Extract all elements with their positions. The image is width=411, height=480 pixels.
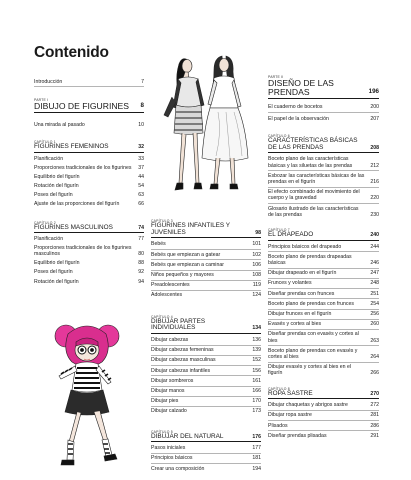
toc-entry[interactable]: Dibujar cabezas 136: [151, 337, 261, 346]
girl-pink-hair-illustration: [46, 322, 138, 477]
chapter-7-heading[interactable]: CAPÍTULO 7 EL DRAPEADO 240: [268, 228, 379, 241]
toc-entry[interactable]: Dibujar evasés y cortes al bies en el figurín 266: [268, 364, 379, 377]
part-1-heading[interactable]: PARTE I DIBUJO DE FIGURINES 8: [34, 98, 144, 112]
toc-entry[interactable]: Bebés que empiezan a gatear 102: [151, 252, 261, 261]
toc-entry[interactable]: Frunces y volantes 248: [268, 280, 379, 289]
toc-entry[interactable]: Glosario ilustrado de las características de las prendas 230: [268, 205, 379, 218]
chapter-3-heading[interactable]: CAPÍTULO 3 FIGURINES INFANTILES Y JUVENILES 98: [151, 219, 261, 238]
toc-entry-introduccion[interactable]: Introducción 7: [34, 79, 144, 87]
chapter-2-heading[interactable]: CAPÍTULO 2 FIGURINES MASCULINOS 74: [34, 221, 144, 234]
toc-entry[interactable]: Boceto plano de prendas con evasés y cortes al bies 264: [268, 348, 379, 363]
toc-entry[interactable]: Preadolescentes 119: [151, 282, 261, 291]
toc-entry[interactable]: Pasos iniciales 177: [151, 445, 261, 454]
part-2-heading[interactable]: PARTE II DISEÑO DE LAS PRENDAS 196: [268, 75, 379, 97]
toc-entry[interactable]: Dibujar ropa sastre 281: [268, 412, 379, 421]
toc-entry[interactable]: Proporciones tradicionales de los figurines 37: [34, 164, 144, 171]
toc-entry[interactable]: Boceto plano de las características básicas y las siluetas de las prendas 212: [268, 156, 379, 171]
toc-entry[interactable]: Esbozar las características básicas de las prendas en el figurín 216: [268, 173, 379, 188]
page-title: Contenido: [34, 44, 109, 61]
toc-entry[interactable]: Dibujar chaquetas y abrigos sastre 272: [268, 402, 379, 411]
chapter-4-heading[interactable]: CAPÍTULO 4 DIBUJAR PARTES INDIVIDUALES 134: [151, 315, 261, 334]
toc-entry[interactable]: Planificación 33: [34, 155, 144, 162]
toc-entry[interactable]: Principios básicos del drapeado 244: [268, 244, 379, 253]
chapter-8-heading[interactable]: CAPÍTULO 8 ROPA SASTRE 270: [268, 387, 379, 400]
toc-entry[interactable]: Niños pequeños y mayores 108: [151, 272, 261, 281]
toc-column-2: [151, 219, 261, 472]
chapter-1-heading[interactable]: CAPÍTULO 1 FIGURINES FEMENINOS 32: [34, 140, 144, 153]
toc-column-3: [268, 75, 379, 439]
toc-entry[interactable]: El cuaderno de bocetos 200: [268, 104, 379, 113]
toc-entry[interactable]: Dibujar manos 166: [151, 388, 261, 397]
toc-entry[interactable]: El efecto combinado del movimiento del cuerpo y la gravedad 220: [268, 189, 379, 204]
toc-entry[interactable]: Dibujar pies 170: [151, 398, 261, 407]
toc-entry[interactable]: Rotación del figurín 94: [34, 278, 144, 285]
toc-entry[interactable]: Rotación del figurín 54: [34, 182, 144, 189]
toc-entry[interactable]: Ajuste de las proporciones del figurín 66: [34, 201, 144, 208]
toc-entry[interactable]: Diseñar prendas con frunces 251: [268, 291, 379, 300]
toc-entry[interactable]: Planificación 77: [34, 236, 144, 243]
toc-entry[interactable]: Principios básicos 181: [151, 455, 261, 464]
toc-entry[interactable]: Dibujar drapeado en el figurín 247: [268, 270, 379, 279]
toc-entry[interactable]: Bebés que empiezan a caminar 106: [151, 262, 261, 271]
toc-entry[interactable]: Dibujar frunces en el figurín 256: [268, 311, 379, 320]
toc-entry[interactable]: Equilibrio del figurín 88: [34, 260, 144, 267]
fashion-figures-illustration: [160, 52, 260, 217]
chapter-5-heading[interactable]: CAPÍTULO 5 DIBUJAR DEL NATURAL 176: [151, 430, 261, 443]
toc-entry[interactable]: Poses del figurín 63: [34, 192, 144, 199]
toc-entry[interactable]: El papel de la observación 207: [268, 115, 379, 122]
toc-entry[interactable]: Boceto plano de prendas con frunces 254: [268, 301, 379, 310]
toc-entry[interactable]: Dibujar calzado 173: [151, 408, 261, 415]
chapter-6-heading[interactable]: CAPÍTULO 6 CARACTERÍSTICAS BÁSICAS DE LAS PRENDAS 208: [268, 134, 379, 153]
toc-entry[interactable]: Equilibrio del figurín 44: [34, 173, 144, 180]
toc-entry[interactable]: Poses del figurín 92: [34, 269, 144, 276]
right-figure: [202, 56, 248, 189]
left-figure: [164, 59, 204, 190]
toc-entry[interactable]: Bebés 101: [151, 241, 261, 250]
toc-entry[interactable]: Diseñar prendas plisadas 291: [268, 432, 379, 439]
toc-entry[interactable]: Plisados 286: [268, 423, 379, 432]
toc-entry[interactable]: Dibujar cabezas masculinas 152: [151, 357, 261, 366]
toc-entry[interactable]: Dibujar sombreros 161: [151, 378, 261, 387]
toc-entry[interactable]: Diseñar prendas con evasés y cortes al bies 263: [268, 331, 379, 346]
girl-figure: [55, 325, 119, 465]
toc-entry[interactable]: Crear una composición 194: [151, 465, 261, 472]
toc-entry[interactable]: Adolescentes 124: [151, 292, 261, 299]
toc-entry[interactable]: Dibujar cabezas infantiles 156: [151, 368, 261, 377]
toc-column-1: [34, 79, 144, 285]
toc-entry[interactable]: Dibujar cabezas femeninas 139: [151, 347, 261, 356]
toc-entry[interactable]: Evasés y cortes al bies 260: [268, 321, 379, 330]
toc-entry-mirada-pasado[interactable]: Una mirada al pasado 10: [34, 122, 144, 128]
toc-entry[interactable]: Proporciones tradicionales de los figurines masculinos 80: [34, 244, 144, 258]
toc-entry[interactable]: Boceto plano de prendas drapeadas básicas 246: [268, 254, 379, 269]
